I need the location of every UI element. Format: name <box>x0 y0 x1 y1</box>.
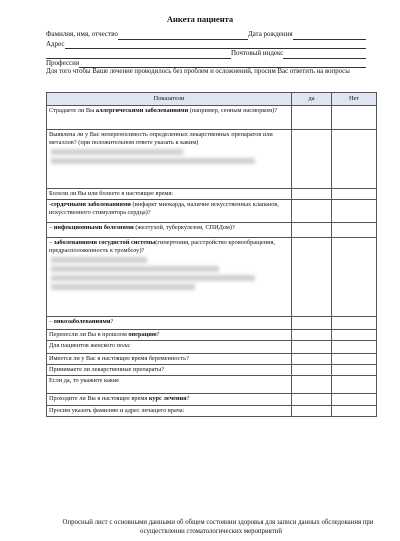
question-text: Принимаете ли лекарственные препараты? <box>49 366 165 373</box>
table-row <box>47 341 377 354</box>
answer-yes-cell[interactable] <box>292 238 332 317</box>
answer-no-cell[interactable] <box>332 376 377 394</box>
table-row <box>47 365 377 376</box>
question-text: – <box>49 318 54 325</box>
redacted-text <box>51 266 219 272</box>
question-bold-text: аллергическими заболеваниями <box>95 107 189 114</box>
answer-yes-cell[interactable] <box>292 317 332 330</box>
answer-yes-cell[interactable] <box>292 406 332 417</box>
question-text: Просим указать фамилию и адрес лечащего врача: <box>49 407 185 414</box>
question-bold-text: заболеваниями сосудистой системы <box>53 239 156 246</box>
question-text: Болели ли Вы или болеете в настоящее время: <box>49 190 174 197</box>
table-header-row <box>47 93 377 106</box>
question-bold-text: онкозаболеваниями <box>53 318 111 325</box>
question-cell <box>47 130 292 189</box>
answer-no-cell[interactable] <box>332 330 377 341</box>
table-row <box>47 394 377 406</box>
intro-text: Для того чтобы Ваше лечение проводилось без проблем и осложнений, просим Вас ответить на вопросы <box>46 68 350 75</box>
header-no: Нет <box>332 93 377 106</box>
redacted-text <box>51 275 255 281</box>
answer-no-cell[interactable] <box>332 130 377 189</box>
dob-line[interactable] <box>293 32 366 40</box>
question-text: – <box>49 239 54 246</box>
question-text: - <box>49 201 52 208</box>
answer-no-cell[interactable] <box>332 394 377 406</box>
personal-fields <box>46 30 366 68</box>
question-cell <box>47 341 292 354</box>
table-row <box>47 106 377 130</box>
question-cell <box>47 330 292 341</box>
question-cell <box>47 376 292 394</box>
question-cell <box>47 354 292 365</box>
table-row <box>47 376 377 394</box>
table-row <box>47 223 377 238</box>
table-row <box>47 189 377 200</box>
header-yes: да <box>292 93 332 106</box>
question-cell <box>47 394 292 406</box>
redacted-text <box>51 158 255 164</box>
question-cell <box>47 406 292 417</box>
question-bold-text: сердечными заболеваниями <box>51 201 131 208</box>
question-text: Если да, то укажите какие <box>49 377 119 384</box>
table-row <box>47 200 377 223</box>
table-row <box>47 238 377 317</box>
question-text-tail: (гипертония, расстройство кровообращения, предрасположенность к тромбозу)? <box>49 239 275 254</box>
table-row <box>47 130 377 189</box>
answer-yes-cell[interactable] <box>292 354 332 365</box>
answer-yes-cell[interactable] <box>292 341 332 354</box>
table-row <box>47 330 377 341</box>
postal-label: Почтовый индекс <box>231 49 284 58</box>
postal-row <box>46 49 366 59</box>
address-row <box>46 40 366 50</box>
redacted-text <box>51 284 195 290</box>
answer-yes-cell[interactable] <box>292 130 332 189</box>
answer-no-cell[interactable] <box>332 365 377 376</box>
question-text: Проходите ли Вы в настоящее время <box>49 395 149 402</box>
question-cell <box>47 238 292 317</box>
table-row <box>47 354 377 365</box>
redacted-text <box>51 257 147 263</box>
header-indicators: Показатели <box>47 93 292 106</box>
answer-yes-cell[interactable] <box>292 365 332 376</box>
answer-yes-cell[interactable] <box>292 200 332 223</box>
table-row <box>47 317 377 330</box>
question-text: – <box>49 224 54 231</box>
question-cell <box>47 189 292 200</box>
question-text: Имеется ли у Вас в настоящее время беременность? <box>49 355 189 362</box>
question-text-tail: ? <box>186 395 190 402</box>
question-cell <box>47 365 292 376</box>
address-line[interactable] <box>65 41 366 49</box>
answer-no-cell[interactable] <box>332 317 377 330</box>
answer-no-cell[interactable] <box>332 223 377 238</box>
question-text-tail: ? <box>110 318 114 325</box>
redacted-text <box>51 149 183 155</box>
answer-no-cell[interactable] <box>332 200 377 223</box>
address-line-2[interactable] <box>46 51 231 59</box>
fio-line[interactable] <box>118 32 248 40</box>
question-text-tail: (инфаркт миокарда, наличие искусственных клапанов, искусственного стимулятора сердца)? <box>49 201 279 216</box>
question-bold-text: операцию <box>128 331 157 338</box>
answer-no-cell[interactable] <box>332 354 377 365</box>
answer-yes-cell[interactable] <box>292 376 332 394</box>
answer-yes-cell[interactable] <box>292 330 332 341</box>
answer-no-cell[interactable] <box>332 106 377 130</box>
profession-row <box>46 59 366 69</box>
question-text-tail: (желтухой, туберкулезом, СПИДом)? <box>133 224 235 231</box>
answer-no-cell[interactable] <box>332 341 377 354</box>
table-row <box>47 406 377 417</box>
profession-label: Профессия <box>46 58 80 67</box>
question-text: Выявлена ли у Вас непереносимость определенных лекарственных препаратов или металлов? (при положительном ответе указать к каким) <box>49 131 273 146</box>
page-title: Анкета пациента <box>166 14 234 24</box>
answer-no-cell[interactable] <box>332 238 377 317</box>
address-label: Адрес <box>46 39 65 48</box>
question-cell <box>47 223 292 238</box>
fio-label: Фамилия, имя, отчество <box>46 30 118 38</box>
answer-yes-cell[interactable] <box>292 223 332 238</box>
fio-row <box>46 30 366 40</box>
question-bold-text: курс лечения <box>148 395 187 402</box>
answer-yes-cell[interactable] <box>292 189 332 200</box>
answer-yes-cell[interactable] <box>292 394 332 406</box>
postal-line[interactable] <box>283 51 366 59</box>
question-text-tail: (например, сенным насморком)? <box>188 107 278 114</box>
question-text: Для пациентов женского пола: <box>49 342 131 349</box>
question-bold-text: инфекционными болезнями <box>53 224 134 231</box>
question-cell <box>47 106 292 130</box>
dob-label: Дата рождения <box>247 30 293 38</box>
question-text-tail: ? <box>156 331 160 338</box>
answer-no-cell[interactable] <box>332 189 377 200</box>
answer-yes-cell[interactable] <box>292 106 332 130</box>
question-cell <box>47 200 292 223</box>
question-cell <box>47 317 292 330</box>
questionnaire-table <box>46 92 377 417</box>
answer-no-cell[interactable] <box>332 406 377 417</box>
footer-caption: Опросный лист с основными данными об общем состоянии здоровья для записи данных обследования при осуществлении стоматологических мероприятий <box>62 519 374 535</box>
question-text: Перенесли ли Вы в прошлом <box>49 331 129 338</box>
question-text: Страдаете ли Вы <box>49 107 96 114</box>
